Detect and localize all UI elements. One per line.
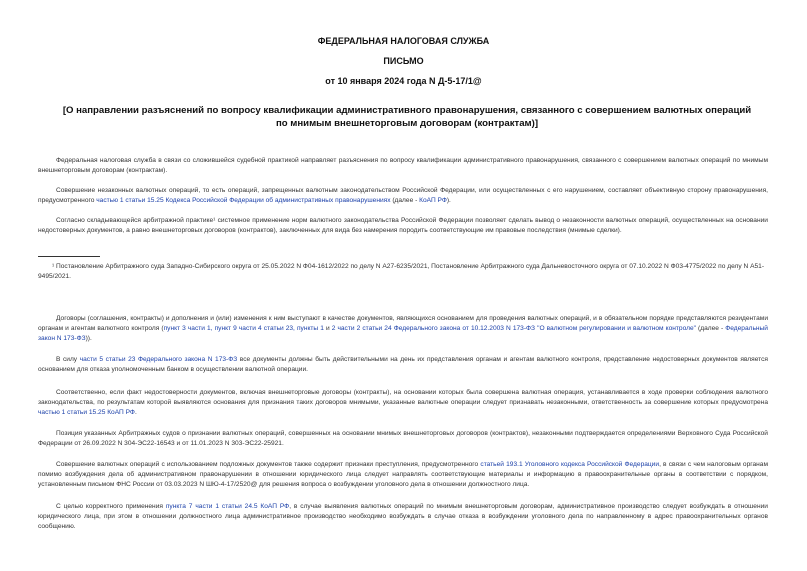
paragraph-6-text-a: Соответственно, если факт недостоверности документов, включая внешнеторговые договоры (контракты), на основании которых была совершена валютная операция, устанавливается в ходе проверки соблюдения валютного законодательства, по результатам которой выявляются основания для признания таких договоров мнимыми, указанные валютные операции следует признавать незаконными, ответственность за совершение которых предусмотрена: [38, 389, 768, 407]
paragraph-8-text-b: , в связи с чем налоговым органам помимо возбуждения дела об административном правонарушении в отношении юридического лица следует направлять соответствующие материалы и информацию в правоохранительные органы в соответствии с порядком, установленным письмом ФНС России от 03.03.2023 N ШЮ-4-17/2520@ для решения вопроса о возбуждении уголовного дела в отношении должностного лица.: [38, 461, 769, 489]
paragraph-7: Позиция указанных Арбитражных судов о признании валютных операций, совершенных на основании мнимых внешнеторговых договоров (контрактов), незаконными подтверждается определениями Верховного Суда Российской Федерации от 26.09.2022 N 304-ЭС22-16543 и от 11.01.2023 N 303-ЭС22-25921.: [38, 430, 768, 448]
paragraph-5: [38, 355, 768, 375]
link-koap[interactable]: КоАП РФ: [419, 197, 447, 205]
paragraph-2-text-b: (далее -: [390, 197, 420, 205]
agency-name: ФЕДЕРАЛЬНАЯ НАЛОГОВАЯ СЛУЖБА: [317, 36, 490, 46]
document-type: ПИСЬМО: [383, 56, 424, 66]
document-date: от 10 января 2024 года N Д-5-17/1@: [325, 76, 482, 86]
footnote: ¹ Постановление Арбитражного суда Западно-Сибирского округа от 25.05.2022 N Ф04-1612/2022 по делу N А27-6235/2021, Постановление Арбитражного суда Дальневосточного округа от 07.10.2022 N Ф03-4775/2022 по делу N А51-9495/2021.: [38, 263, 765, 281]
link-koap-15-25-part1[interactable]: частью 1 статьи 15.25 КоАП РФ: [38, 409, 135, 417]
paragraph-4-text-b: и: [323, 325, 332, 333]
paragraph-8: [38, 460, 768, 491]
paragraph-9-text-b: , в случае выявления валютных операций по мнимым внешнеторговым договорам, административное производство следует возбуждать в отношении юридического лица, при этом в отношении должностного лица административное производство необходимо возбуждать в случае отказа в возбуждении уголовного дела по направленному в адрес правоохранительных органов сообщению.: [38, 503, 768, 531]
link-173fz[interactable]: Федеральный закон N 173-ФЗ: [38, 325, 768, 343]
footnote-divider: [38, 256, 100, 257]
paragraph-6-text-b: .: [134, 409, 137, 417]
paragraph-8-text-a: Совершение валютных операций с использованием подложных документов также содержит признаки преступления, предусмотренного: [56, 461, 481, 468]
link-173fz-art23-part5[interactable]: части 5 статьи 23 Федерального закона N 173-ФЗ: [79, 356, 238, 363]
link-173fz-art24[interactable]: 2 части 2 статьи 24 Федерального закона от 10.12.2003 N 173-ФЗ "О валютном регулировании и валютном контроле": [331, 325, 696, 333]
paragraph-4-text-d: )).: [85, 335, 92, 343]
paragraph-4: [38, 314, 768, 345]
paragraph-2-text-c: ).: [446, 197, 451, 205]
paragraph-4-text-a: Договоры (соглашения, контракты) и дополнения и (или) изменения к ним выступают в качестве документов, являющихся основанием для проведения валютных операций, и в обязательном порядке представляются резидентами органам и агентам валютного контроля (: [38, 315, 768, 333]
link-173fz-articles[interactable]: пункт 3 части 1, пункт 9 части 4 статьи 23, пункты 1: [163, 325, 324, 333]
paragraph-2: [38, 186, 768, 206]
document-subject: [О направлении разъяснений по вопросу квалификации административного правонарушения, связанного с совершением валютных операций по мнимым внешнеторговым договорам (контрактам)]: [62, 105, 752, 129]
paragraph-3: Согласно складывающейся арбитражной практике¹ системное применение норм валютного законодательства Российской Федерации позволяет сделать вывод о незаконности валютных операций, осуществленных на основании недостоверных документов, а равно внешнеторговых договоров (контрактов), заключенных для вида без намерения породить соответствующие им правовые последствия (мнимые сделки).: [38, 217, 768, 235]
paragraph-9-text-a: С целью корректного применения: [56, 503, 166, 510]
paragraph-4-text-c: (далее -: [695, 325, 726, 333]
paragraph-5-text-b: все документы должны быть действительными на день их представления органам и агентам валютного контроля, представление недостоверных документов является основанием для отказа уполномоченным банком в осуществлении валютной операции.: [38, 356, 768, 374]
paragraph-9: [38, 502, 768, 533]
paragraph-6: [38, 388, 768, 419]
paragraph-1: Федеральная налоговая служба в связи со сложившейся судебной практикой направляет разъяснения по вопросу квалификации административного правонарушения, связанного с совершением валютных операций по мнимым внешнеторговым договорам (контрактам).: [38, 157, 768, 175]
paragraph-5-text-a: В силу: [56, 356, 80, 363]
paragraph-2-text-a: Совершение незаконных валютных операций, то есть операций, запрещенных валютным законодательством Российской Федерации, или осуществленных с его нарушением, составляет объективную сторону правонарушения, предусмотренного: [38, 187, 768, 205]
link-uk-193-1[interactable]: статьей 193.1 Уголовного кодекса Российской Федерации: [480, 461, 660, 468]
link-koap-24-5[interactable]: пункта 7 части 1 статьи 24.5 КоАП РФ: [165, 503, 290, 510]
link-koap-15-25[interactable]: частью 1 статьи 15.25 Кодекса Российской Федерации об административных правонарушениях: [96, 197, 391, 205]
